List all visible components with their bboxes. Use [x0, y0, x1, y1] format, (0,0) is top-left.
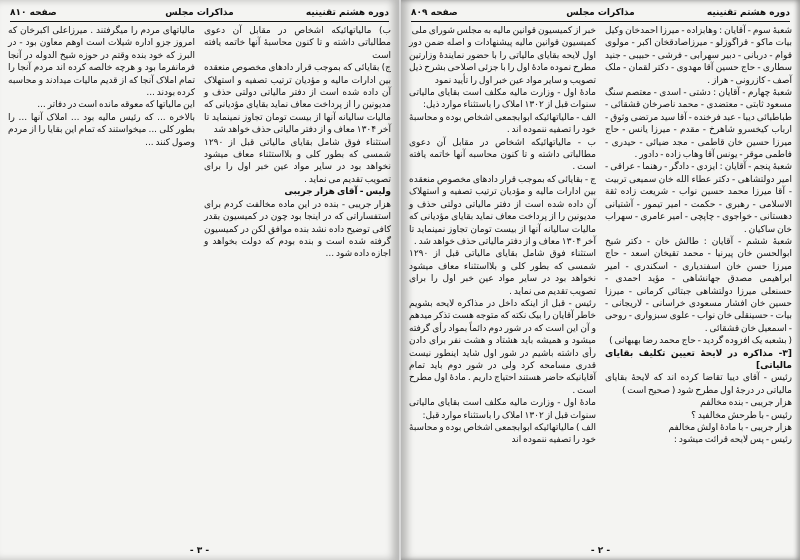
paragraph: شعبهٔ سوم - آقایان : وهابزاده - میرزا احمدخان وکیل بیات ماکو - قراگوزلو - میرزاصادقخان اکبر - مولوی قوام - دربانی - دبیر سهرابی - فرشی - حبیبی - جنید سطاری - حاج حسین آقا مهدوی - دکتر لقمان - ملک آصف - کازرونی - هراز .: [605, 26, 792, 86]
text-column-left: [409, 25, 596, 447]
paragraph: بالاخره ... که رئیس مالیه بود ... املاک آنها ... را بطور کلی ... میخواستند که تمام این بقایا را از مردم وصول کنند ...: [8, 112, 195, 148]
page-title: مذاکرات مجلس: [165, 8, 234, 18]
paragraph: کمیسیون قوانین مالیه پیشنهادات و اصله ضمن دور اول لایحه بقایای مالیاتی را با حضور نمایندهٔ وزارتین مطرح نموده مادهٔ اول را با جزئی اصلاحی بشرح ذیل تصویب و سایر مواد عین خبر اول را تأیید نمود: [409, 38, 596, 86]
page-header: [411, 8, 790, 22]
paragraph: استثناء فوق شامل بقایای مالیاتی قبل از ۱۲۹۰ شمسی که بطور کلی و بلااستثناء معاف میشود نخواهد بود در سایر مواد عین خبر اول را برای تصویب تقدیم می نماید .: [409, 249, 596, 297]
paragraph: الف - مالیاتهائیکه ابوابجمعی اشخاص بوده و محاسبهٔ خود را تصفیه ننموده اند .: [409, 112, 596, 136]
paragraph: شعبهٔ ششم - آقایان : طالش خان - دکتر شیخ ابوالحسن خان پیرنیا - محمد تقیخان اسعد - حاج میرزا حسن خان اسفندیاری - اسکندری - امیر ابراهیمی مصدق جهانشاهی - مؤید احمدی - حسنعلی میرزا دولتشاهی جبتائی کرمانی - میرزا حسین خان افشار مسعودی خراسانی - لاریجانی - بیات - حسینقلی خان نواب - علوی سبزواری - روحی - اسمعیل خان قشقائی .: [605, 236, 792, 334]
paragraph: شعبهٔ پنجم - آقایان : ایزدی - دادگر - رهنما - عراقی - امیر دولتشاهی - دکتر عطاء الله خان سمیعی تربیت - آقا میرزا محمد حسین نواب - شریعت زاده ثقة الاسلامی - رهبری - حکمت - امیر تیمور - آشتیانی دهستانی - خواجوی - چاپچی - امیر عامری - سهراب خان ساکیان .: [605, 162, 792, 235]
speaker-line: رئیس - آقای دیبا تقاضا کرده اند که لایحهٔ بقایای مالیاتی در درجهٔ اول مطرح شود ( صحیح است ): [605, 373, 792, 396]
speaker-line: رئیس - با طرحش مخالفید ؟: [691, 410, 792, 421]
paragraph: ج) بقایائی که بموجب قرار دادهای مخصوص منعقده بین ادارات مالیه و مؤدیان ترتیب تصفیه و استهلاک آن داده شده است از دفتر مالیاتی دولتی حذف و مدیونین را از پرداخت معاف نماید بقایای مؤدیانی که مالیات سالیانه آنها از بیست تومان تجاوز نمینماید تا آخر ۱۳۰۴ معاف و از دفتر مالیاتی حذف خواهد شد: [204, 63, 391, 136]
speaker-line: ولیس - آقای هزار جریبی: [284, 187, 391, 198]
text-columns: [8, 25, 391, 261]
paragraph: شعبهٔ چهارم - آقایان : دشتی - اسدی - معتصم سنگ مسعود ثابتی - معتضدی - محمد ناصرخان قشقائی - طباطبائی دیبا - عبد فرخنده - آقا سید مرتضی وثوق - ارباب کیخسرو شاهرخ - مقدم - میرزا یانس - حاج میرزا حسین خان قاطمی - مجد ضیائی - حیدری - فاطمی موقر - یونس آقا وهاب زاده - دادور .: [605, 88, 792, 161]
speaker-line: هزار جریبی - بنده مخالفم: [700, 398, 792, 409]
paragraph: هزار جریبی - بنده در این ماده مخالفت کردم برای استفساراتی که در اینجا بود چون در کمیسیون بقدر کافی توضیح داده نشد بنده موافق لکن در کمیسیون گرفته شده است و بنده بودم که دولت بخواهد و اجازه داده شود ...: [204, 199, 391, 260]
paragraph: مالیاتهای مردم را میگرفتند . میرزاعلی اکبرخان که امروز جزو اداره شیلات است اوهم معاون بود - در البرز که خود بنده وقتم در حوزه شیخ الدوله در آنجا فرمانفرما بود و هرچه خالصه کرده اند مردم آنجا را تمام املاک آنجا که از قدیم مالیات میدادند و محاسبه کرده بودند ...: [8, 26, 195, 99]
paragraph: ب) مالیاتهائیکه اشخاص در مقابل آن دعوی مطالباتی داشته و تا کنون محاسبهٔ آنها خاتمه یافته است: [204, 26, 391, 61]
page-header: [10, 8, 389, 22]
paragraph: خبر از کمیسیون قوانین مالیه به مجلس شورای ملی: [411, 26, 596, 36]
speaker-line: هزار جریبی - با مادهٔ اولش مخالفم: [668, 423, 792, 433]
paragraph: الف ) مالیاتهائیکه ابوابجمعی اشخاص بوده و محاسبهٔ خود را تصفیه ننموده اند: [409, 423, 596, 446]
page-title: مذاکرات مجلس: [566, 8, 635, 18]
page-number: صفحه ۸۰۹: [411, 8, 458, 18]
paragraph: مادهٔ اول - وزارت مالیه مکلف است بقایای مالیاتی سنوات قبل از ۱۳۰۲ املاک را باستثناء موارد قبل:: [409, 398, 596, 421]
term-label: دوره هشتم تقنینیه: [706, 8, 790, 18]
left-page: [0, 0, 399, 560]
text-column-right: [204, 25, 391, 261]
term-label: دوره هشتم تقنینیه: [305, 8, 389, 18]
paragraph: مادهٔ اول - وزارت مالیه مکلف است بقایای مالیاتی سنوات قبل از ۱۳۰۲ املاک را باستثناء موارد ذیل:: [409, 88, 596, 111]
right-page: [401, 0, 800, 560]
text-column-left: [8, 25, 195, 261]
note: ( بشعبه یک افزوده گردید - حاج محمد رضا بهبهانی ): [609, 336, 792, 347]
section-heading: [۳- مذاکره در لایحهٔ تعیین تکلیف بقایای مالیاتی]: [605, 348, 792, 371]
paragraph: رئیس - قبل از اینکه داخل در مذاکره لایحه بشویم خاطر آقایان را بیک نکته که متوجه هست تذکر میدهم و آن این است که در شور دوم دائماً بمواد رأی گرفته میشود و همیشه باید هشتاد و هشت نفر برای دادن رأی داشته باشیم در شور اول شاید اینطور نیست قدری مسامحه کرد ولی در شور دوم باید تمام آقایانیکه حاضر هستند احتیاج داریم . مادهٔ اول مطرح است .: [409, 298, 596, 396]
text-columns: [409, 25, 792, 447]
page-number: صفحه ۸۱۰: [10, 8, 57, 18]
page-footer: - ۳ -: [189, 546, 210, 556]
speaker-line: رئیس - پس لایحه قرائت میشود :: [673, 435, 792, 446]
paragraph: استثناء فوق شامل بقایای مالیاتی قبل از ۱۲۹۰ شمسی که بطور کلی و بلااستثناء معاف میشود نخواهد بود در سایر مواد عین خبر اول را برای تصویب تقدیم می نماید .: [204, 137, 391, 185]
text-column-right: [605, 25, 792, 447]
paragraph: این مالیاتها که معوقه مانده است در دفاتر ...: [37, 100, 195, 111]
page-footer: - ۲ -: [590, 546, 611, 556]
paragraph: ج - بقایائی که بموجب قرار دادهای مخصوص منعقده بین ادارات مالیه و مؤدیان ترتیب تصفیه و استهلاک آن داده شده است از دفتر مالیاتی دولتی حذف و مدیونین را از پرداخت معاف نماید بقایای مؤدیانی که مالیات سالیانه آنها از بیست تومان تجاوز نمینماید تا آخر ۱۳۰۴ معاف و از دفتر مالیاتی حذف خواهد شد .: [409, 174, 596, 247]
paragraph: ب - مالیاتهائیکه اشخاص در مقابل آن دعوی مطالباتی داشته و تا کنون محاسبه آنها خاتمه یافته است .: [409, 137, 596, 173]
